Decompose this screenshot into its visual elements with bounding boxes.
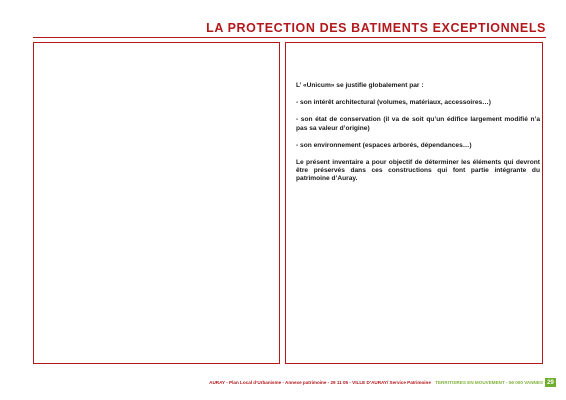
criterion-conservation: - son état de conservation (il va de soit qu’un édifice largement modifié n’a pas sa valeur d’origine) xyxy=(296,116,540,132)
objective-paragraph: Le présent inventaire a pour objectif de déterminer les éléments qui devront être préservés dans ces constructions qui font partie intégrante du patrimoine d’Auray. xyxy=(296,159,540,183)
body-text xyxy=(296,82,540,193)
criterion-environment: - son environnement (espaces arborés, dépendances…) xyxy=(296,141,472,149)
criterion-architecture: - son intérêt architectural (volumes, matériaux, accessoires…) xyxy=(296,99,491,107)
footer-main-text: AURAY - Plan Local d’Urbanisme - Annexe patrimoine - 29 11 05 - VILLE D’AURAY/ Service Patrimoine xyxy=(209,380,431,385)
page-number-badge: 29 xyxy=(545,378,556,387)
footer xyxy=(209,380,543,385)
title-underline xyxy=(33,37,546,38)
footer-agency-text: TERRITOIRES EN MOUVEMENT - 56 000 VANNES xyxy=(435,380,543,385)
page-title: LA PROTECTION DES BATIMENTS EXCEPTIONNELS xyxy=(206,21,546,35)
intro-paragraph: L’ «Unicum» se justifie globalement par : xyxy=(296,82,424,89)
image-frame xyxy=(33,42,280,364)
